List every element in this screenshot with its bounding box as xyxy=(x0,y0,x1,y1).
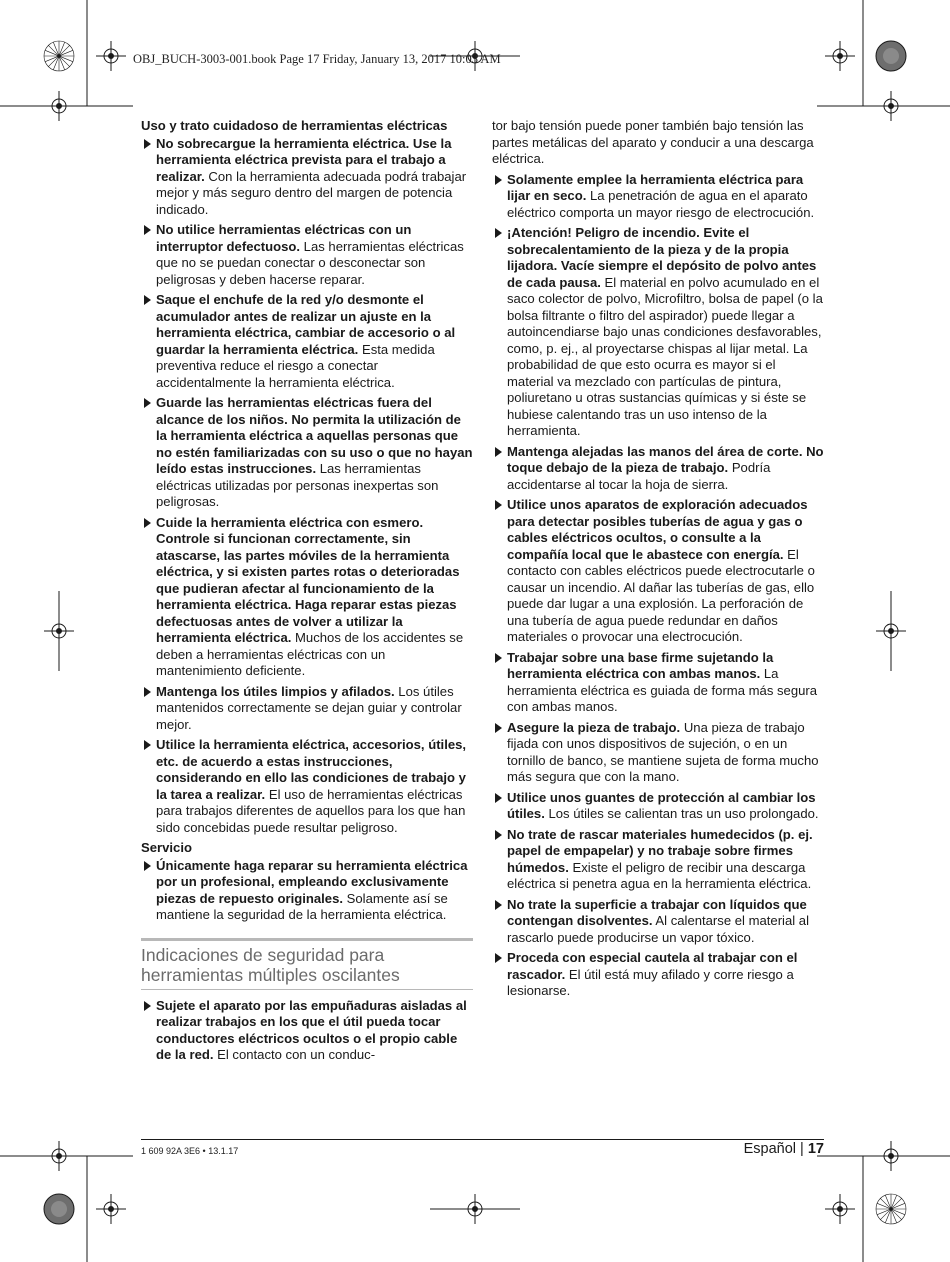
list-item: No trate de rascar materiales humedecidos (p. ej. papel de empapelar) y no trabaje sobre firmes húmedos. Existe el peligro de recibir una descarga eléctrica si penetra agua en la herramienta eléctrica. xyxy=(492,827,824,893)
footer-rule xyxy=(141,1139,824,1140)
list-item: Proceda con especial cautela al trabajar con el rascador. El útil está muy afilado y corre riesgo a lesionarse. xyxy=(492,950,824,1000)
list-item: Utilice unos aparatos de exploración adecuados para detectar posibles tuberías de agua y gas o cables eléctricos ocultos, o consulte a la compañía local que le abastece con energía. El contacto con cables eléctricos puede electrocutarle o causar un incendio. Al dañar las tuberías de gas, ello puede dar lugar a una explosión. La perforación de una tubería de agua puede redundar en daños materiales o provocar una electrocución. xyxy=(492,497,824,646)
footer-language: Español xyxy=(743,1141,797,1157)
list-item: Cuide la herramienta eléctrica con esmero. Controle si funcionan correctamente, sin atascarse, las partes móviles de la herramienta eléctrica, y si existen partes rotas o deterioradas que pudieran afectar al funcionamiento de la herramienta eléctrica. Haga reparar estas piezas defectuosas antes de volver a utilizar la herramienta eléctrica. Muchos de los accidentes se deben a herramientas eléctricas con un mantenimiento deficiente. xyxy=(141,515,473,680)
continuation-paragraph: tor bajo tensión puede poner también bajo tensión las partes metálicas del aparato y conducir a una descarga eléctrica. xyxy=(492,118,814,166)
list-item: No trate la superficie a trabajar con líquidos que contengan disolventes. Al calentarse el material al rascarlo puede producirse un vapor tóxico. xyxy=(492,897,824,947)
right-column xyxy=(492,118,824,1004)
left-column xyxy=(141,118,473,1068)
list-item: ¡Atención! Peligro de incendio. Evite el sobrecalentamiento de la pieza y de la propia lijadora. Vacíe siempre el depósito de polvo antes de cada pausa. El material en polvo acumulado en el saco colector de polvo, Microfiltro, bolsa de papel (o la bolsa filtrante o filtro del aspirador) puede llegar a autoincendiarse bajo unas condiciones desfavorables, como, p. ej., al proyectarse chispas al lijar metal. La probabilidad de que esto ocurra es mayor si el material va mezclado con partículas de pintura, poliuretano u otras sustancias químicas y si éste se hubiese calentando tras un uso intenso de la herramienta. xyxy=(492,225,824,440)
list-item: Utilice la herramienta eléctrica, accesorios, útiles, etc. de acuerdo a estas instrucciones, considerando en ello las condiciones de trabajo y la tarea a realizar. El uso de herramientas eléctricas para trabajos diferentes de aquellos para los que han sido concebidas puede resultar peligroso. xyxy=(141,737,473,836)
list-item: Trabajar sobre una base firme sujetando la herramienta eléctrica con ambas manos. La herramienta eléctrica es guiada de forma más segura con ambas manos. xyxy=(492,650,824,716)
list-item: Asegure la pieza de trabajo. Una pieza de trabajo fijada con unos dispositivos de sujeción, o en un tornillo de banco, se mantiene sujeta de forma mucho más segura que con la mano. xyxy=(492,720,824,786)
subheading-uso-y-trato: Uso y trato cuidadoso de herramientas eléctricas xyxy=(141,118,448,133)
list-item: Solamente emplee la herramienta eléctrica para lijar en seco. La penetración de agua en el aparato eléctrico comporta un mayor riesgo de electrocución. xyxy=(492,172,824,222)
list-item: Mantenga alejadas las manos del área de corte. No toque debajo de la pieza de trabajo. Podría accidentarse al tocar la hoja de sierra. xyxy=(492,444,824,494)
list-item: Mantenga los útiles limpios y afilados. Los útiles mantenidos correctamente se dejan guiar y controlar mejor. xyxy=(141,684,473,734)
file-info-header: OBJ_BUCH-3003-001.book Page 17 Friday, January 13, 2017 10:03 AM xyxy=(133,52,501,66)
list-item: Únicamente haga reparar su herramienta eléctrica por un profesional, empleando exclusivamente piezas de repuesto originales. Solamente así se mantiene la seguridad de la herramienta eléctrica. xyxy=(141,858,473,924)
footer-doc-code: 1 609 92A 3E6 • 13.1.17 xyxy=(141,1146,239,1156)
list-item: Saque el enchufe de la red y/o desmonte el acumulador antes de realizar un ajuste en la herramienta eléctrica, cambiar de accesorio o al guardar la herramienta eléctrica. Esta medida preventiva reduce el riesgo a conectar accidentalmente la herramienta eléctrica. xyxy=(141,292,473,391)
list-item: No utilice herramientas eléctricas con un interruptor defectuoso. Las herramientas eléctricas que no se puedan conectar o desconectar son peligrosas y deben hacerse reparar. xyxy=(141,222,473,288)
subheading-servicio: Servicio xyxy=(141,840,192,855)
list-item: Sujete el aparato por las empuñaduras aisladas al realizar trabajos en los que el útil pueda tocar conductores eléctricos ocultos o el propio cable de la red. El contacto con un conduc- xyxy=(141,998,473,1064)
section-title: Indicaciones de seguridad para herramientas múltiples oscilantes xyxy=(141,938,473,990)
list-item: Utilice unos guantes de protección al cambiar los útiles. Los útiles se calientan tras un uso prolongado. xyxy=(492,790,824,823)
list-item: Guarde las herramientas eléctricas fuera del alcance de los niños. No permita la utilización de la herramienta eléctrica a aquellas personas que no estén familiarizadas con su uso o que no hayan leído estas instrucciones. Las herramientas eléctricas utilizadas por personas inexpertas son peligrosas. xyxy=(141,395,473,511)
list-item: No sobrecargue la herramienta eléctrica. Use la herramienta eléctrica prevista para el trabajo a realizar. Con la herramienta adecuada podrá trabajar mejor y más seguro dentro del margen de potencia indicado. xyxy=(141,136,473,219)
footer-separator: | xyxy=(800,1141,804,1157)
footer-page-label xyxy=(744,1141,824,1157)
page-number: 17 xyxy=(807,1141,824,1157)
